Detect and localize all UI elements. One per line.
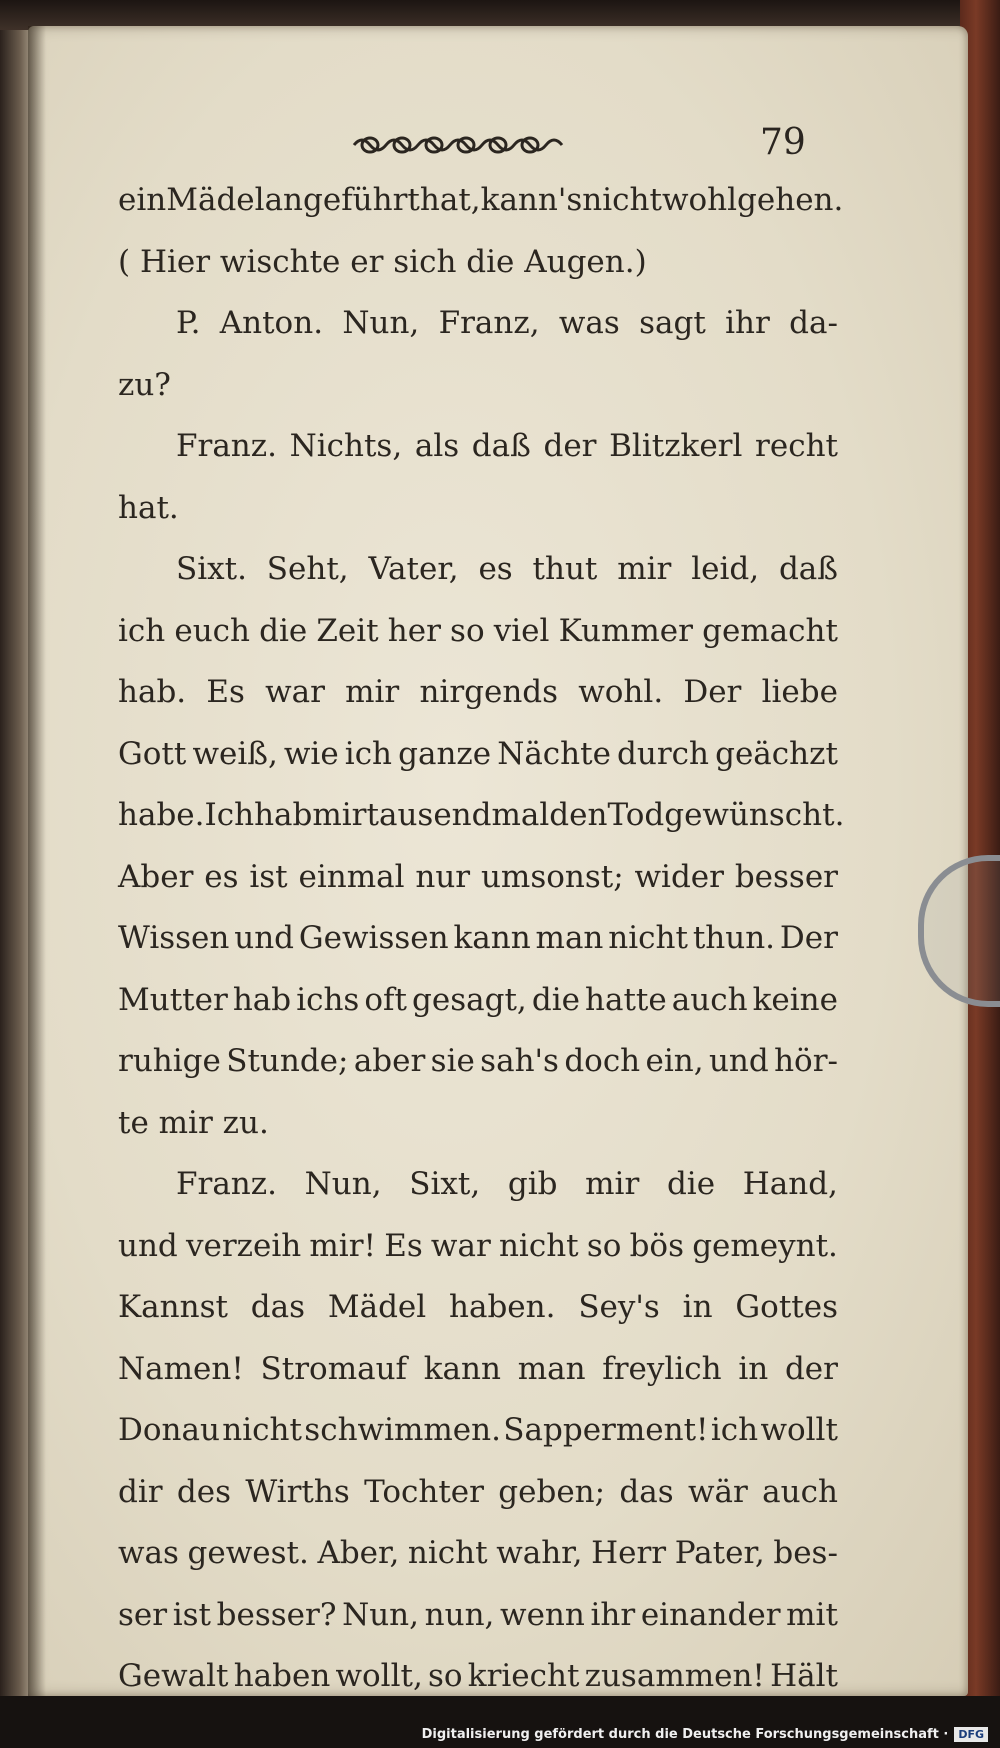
word: Es — [206, 674, 245, 710]
word: Tod — [607, 797, 665, 833]
word: mir — [585, 1166, 640, 1202]
word: in — [682, 1289, 713, 1325]
word: Sapperment! — [503, 1412, 709, 1448]
word: nicht — [498, 1227, 579, 1264]
word: nirgends — [419, 674, 559, 710]
word: Aber, — [317, 1535, 400, 1571]
word: wär — [687, 1473, 748, 1510]
word: kann — [423, 1350, 501, 1387]
word: besser? — [216, 1596, 337, 1633]
word: Gewalt — [118, 1658, 229, 1694]
word: geben; — [498, 1473, 606, 1510]
word: sah's — [480, 1043, 559, 1079]
word: bös — [629, 1227, 684, 1264]
word: Franz. — [176, 1166, 277, 1202]
word: ser — [118, 1596, 168, 1633]
word: mir! — [309, 1227, 376, 1264]
text-line — [118, 847, 838, 909]
text-line — [118, 1400, 838, 1462]
text-line — [118, 1646, 838, 1708]
word: Sey's — [578, 1289, 660, 1325]
text-line — [118, 170, 844, 232]
word: als — [414, 428, 460, 464]
text-line — [118, 601, 838, 663]
word: ruhige — [118, 1043, 221, 1079]
text-line — [118, 1031, 838, 1093]
word: wohl — [661, 182, 738, 218]
word: Hand, — [742, 1166, 838, 1202]
word: kann — [453, 920, 531, 956]
word: kriecht — [467, 1658, 580, 1694]
word: Stromauf — [260, 1350, 408, 1387]
body-text — [118, 170, 845, 1708]
word: wenn — [500, 1596, 585, 1633]
word: umsonst; — [480, 858, 624, 895]
word: Mädel — [166, 182, 265, 218]
word: Kummer — [558, 612, 693, 649]
text-line — [118, 1277, 838, 1339]
word: das — [619, 1473, 674, 1510]
word: nicht — [608, 920, 688, 956]
word: Donau — [118, 1412, 220, 1448]
word: Franz. — [176, 428, 277, 464]
word: des — [176, 1473, 232, 1510]
word: euch — [174, 612, 251, 649]
word: wahr, — [496, 1535, 583, 1571]
text-line — [118, 416, 838, 478]
word: Pater, — [674, 1535, 765, 1571]
word: besser — [734, 858, 838, 895]
word: Wirths — [245, 1473, 350, 1510]
word: weiß, — [192, 735, 278, 772]
word: war — [265, 674, 325, 710]
word: Mutter — [118, 981, 228, 1018]
word: hab. — [118, 674, 187, 710]
page-gutter-shadow — [28, 26, 46, 1696]
text-line — [118, 1216, 838, 1278]
word: wollt — [760, 1412, 838, 1448]
text-line — [118, 970, 838, 1032]
word: war — [430, 1227, 491, 1264]
word: was — [118, 1535, 179, 1571]
word: gewest. — [187, 1535, 309, 1571]
word: Nächte — [497, 735, 611, 772]
word: thut — [532, 551, 598, 587]
word: ein — [118, 182, 167, 218]
page-header — [0, 122, 1000, 172]
word: gemeynt. — [692, 1227, 838, 1264]
word: was — [558, 305, 620, 341]
text-line — [118, 1462, 838, 1524]
word: gewünscht. — [664, 797, 845, 833]
word: einander — [640, 1596, 781, 1633]
word: daß — [778, 551, 838, 587]
word: und — [708, 1043, 769, 1079]
word: verzeih — [185, 1227, 302, 1264]
word: ihr — [725, 305, 770, 341]
word: man — [535, 920, 604, 956]
word: hab — [254, 797, 313, 833]
word: Mädel — [327, 1289, 427, 1325]
word: mit — [786, 1596, 838, 1633]
word: ich — [118, 612, 166, 649]
word: in — [738, 1350, 769, 1387]
word: mir — [617, 551, 672, 587]
word: Aber — [118, 858, 194, 895]
word: Der — [683, 674, 742, 710]
word: angeführt — [264, 182, 420, 218]
word: nicht — [222, 1412, 302, 1448]
word: zusammen! — [584, 1658, 765, 1694]
text-line — [118, 785, 845, 847]
word: Gewissen — [298, 920, 449, 956]
word: Herr — [591, 1535, 667, 1571]
word: mir — [312, 797, 367, 833]
word: auch — [671, 981, 748, 1018]
text-line: zu? — [118, 366, 171, 403]
text-line — [118, 539, 838, 601]
word: P. — [176, 305, 201, 341]
word: gesagt, — [412, 981, 527, 1018]
word: sie — [430, 1043, 475, 1079]
word: durch — [617, 735, 710, 772]
word: doch — [564, 1043, 641, 1079]
word: Gott — [118, 735, 187, 772]
word: Nun, — [342, 1596, 419, 1633]
word: es — [204, 858, 239, 895]
word: Namen! — [118, 1350, 244, 1387]
word: ich — [710, 1412, 759, 1448]
word: thun. — [692, 920, 776, 956]
word: aber — [353, 1043, 426, 1079]
word: gib — [507, 1166, 558, 1202]
word: nicht — [582, 182, 662, 218]
word: gemacht — [702, 612, 838, 649]
word: der — [784, 1350, 838, 1387]
text-line — [118, 908, 838, 970]
word: da- — [789, 305, 838, 341]
word: nur — [415, 858, 471, 895]
word: recht — [755, 428, 838, 464]
text-line — [118, 293, 838, 355]
word: gehen. — [737, 182, 844, 218]
word: Sixt, — [409, 1166, 481, 1202]
word: oft — [364, 981, 407, 1018]
word: Gottes — [735, 1289, 838, 1325]
word: leid, — [691, 551, 760, 587]
word: Der — [779, 920, 838, 956]
word: keine — [752, 981, 838, 1018]
text-line — [118, 662, 838, 724]
word: wider — [634, 858, 724, 895]
word: die — [259, 612, 308, 649]
word: bes- — [773, 1535, 838, 1571]
word: so — [428, 1658, 463, 1694]
word: so — [586, 1227, 622, 1264]
word: hab — [232, 981, 292, 1018]
word: haben — [233, 1658, 331, 1694]
word: Franz, — [438, 305, 540, 341]
text-line — [118, 1585, 838, 1647]
word: so — [450, 612, 485, 649]
word: ist — [249, 858, 288, 895]
word: nicht — [407, 1535, 488, 1571]
word: hat, — [419, 182, 481, 218]
text-line: te mir zu. — [118, 1104, 269, 1141]
text-line — [118, 724, 838, 786]
word: nun, — [424, 1596, 495, 1633]
word: Hält — [770, 1658, 838, 1694]
word: Blitzkerl — [609, 428, 743, 464]
word: Anton. — [219, 305, 324, 341]
word: Zeit — [316, 612, 379, 649]
ornament-divider-icon — [350, 132, 565, 158]
word: Nun, — [342, 305, 420, 341]
word: dir — [118, 1473, 163, 1510]
word: Seht, — [266, 551, 349, 587]
word: kann's — [480, 182, 583, 218]
text-line: ( Hier wischte er sich die Augen.) — [118, 243, 647, 280]
page-number: 79 — [760, 122, 806, 163]
word: ich — [344, 735, 393, 772]
word: Wissen — [118, 920, 230, 956]
word: es — [478, 551, 513, 587]
text-line: hat. — [118, 489, 179, 526]
word: der — [543, 428, 597, 464]
word: ist — [172, 1596, 211, 1633]
word: geächzt — [715, 735, 838, 772]
word: Ich — [204, 797, 255, 833]
word: Vater, — [368, 551, 459, 587]
word: Tochter — [364, 1473, 484, 1510]
word: Stunde; — [226, 1043, 349, 1079]
word: daß — [471, 428, 531, 464]
word: liebe — [761, 674, 838, 710]
word: hatte — [585, 981, 667, 1018]
word: die — [531, 981, 580, 1018]
word: ein, — [645, 1043, 704, 1079]
word: man — [517, 1350, 586, 1387]
text-line — [118, 1339, 838, 1401]
word: und — [234, 920, 295, 956]
word: Sixt. — [176, 551, 247, 587]
word: her — [387, 612, 441, 649]
word: freylich — [602, 1350, 722, 1387]
word: mir — [345, 674, 400, 710]
word: schwimmen. — [304, 1412, 501, 1448]
word: Nichts, — [289, 428, 403, 464]
word: Nun, — [304, 1166, 382, 1202]
word: wollt, — [335, 1658, 423, 1694]
word: ichs — [296, 981, 360, 1018]
word: wie — [283, 735, 339, 772]
word: ganze — [398, 735, 492, 772]
dfg-logo: DFG — [954, 1727, 988, 1742]
word: habe. — [118, 797, 205, 833]
word: auch — [762, 1473, 838, 1510]
word: viel — [493, 612, 550, 649]
digitization-credit — [422, 1727, 988, 1742]
text-line — [118, 1523, 838, 1585]
credit-text: Digitalisierung gefördert durch die Deutsche Forschungsgemeinschaft · — [421, 1727, 949, 1742]
word: Es — [384, 1227, 423, 1264]
word: haben. — [449, 1289, 556, 1325]
word: hör- — [774, 1043, 838, 1079]
word: wohl. — [578, 674, 664, 710]
word: und — [118, 1227, 178, 1264]
word: ihr — [590, 1596, 636, 1633]
word: die — [666, 1166, 716, 1202]
word: Kannst — [118, 1289, 228, 1325]
word: einmal — [298, 858, 405, 895]
word: das — [250, 1289, 306, 1325]
word: tausendmal — [366, 797, 550, 833]
word: den — [549, 797, 608, 833]
text-line — [118, 1154, 838, 1216]
word: sagt — [639, 305, 706, 341]
